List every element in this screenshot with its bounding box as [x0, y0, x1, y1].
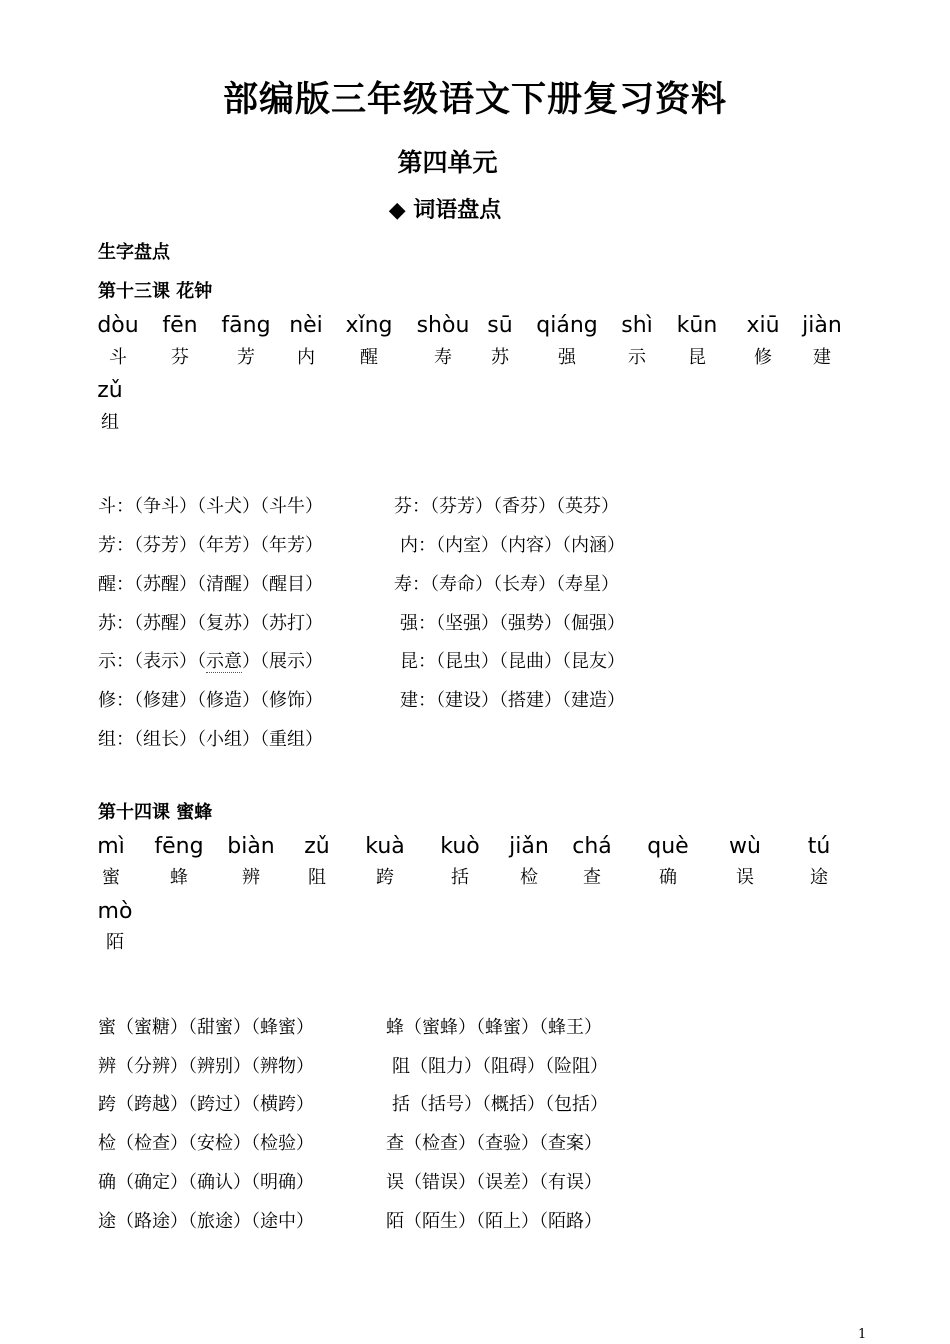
pinyin: shì	[621, 313, 653, 338]
character: 建	[813, 347, 831, 368]
lesson14-title: 第十四课 蜜蜂	[98, 802, 213, 823]
word-group: 昆：（昆虫）（昆曲）（昆友）	[400, 651, 625, 672]
subsection-heading: 生字盘点	[98, 242, 170, 263]
pinyin: qiáng	[536, 313, 598, 338]
character: 误	[736, 867, 754, 888]
character: 跨	[376, 867, 394, 888]
word-group: 括（括号）（概括）（包括）	[392, 1094, 608, 1115]
word-group: 检（检查）（安检）（检验）	[98, 1133, 314, 1154]
pinyin: què	[647, 834, 689, 859]
pinyin: mì	[97, 834, 125, 859]
character: 蜂	[170, 867, 188, 888]
word-group: 组：（组长）（小组）（重组）	[98, 729, 323, 750]
word-group: 内：（内室）（内容）（内涵）	[400, 535, 625, 556]
character: 括	[451, 867, 469, 888]
pinyin: zǔ	[304, 834, 330, 859]
word-group: 确（确定）（确认）（明确）	[98, 1172, 314, 1193]
page-number: 1	[858, 1327, 867, 1342]
pinyin: kuò	[440, 834, 480, 859]
word-group: 苏：（苏醒）（复苏）（苏打）	[98, 613, 323, 634]
character: 组	[101, 412, 119, 433]
character: 途	[810, 867, 828, 888]
pinyin: fāng	[221, 313, 271, 338]
character: 芳	[237, 347, 255, 368]
word-group: 醒：（苏醒）（清醒）（醒目）	[98, 574, 323, 595]
lesson13-title: 第十三课 花钟	[98, 281, 213, 302]
word-group: 寿：（寿命）（长寿）（寿星）	[394, 574, 619, 595]
word-group: 修：（修建）（修造）（修饰）	[98, 690, 323, 711]
word-group: 蜂（蜜蜂）（蜂蜜）（蜂王）	[386, 1017, 602, 1038]
character: 辨	[242, 867, 260, 888]
pinyin: mò	[97, 899, 133, 924]
character: 内	[297, 347, 315, 368]
pinyin: biàn	[227, 834, 275, 859]
underlined-word: 示意	[206, 651, 242, 672]
word-group: 蜜（蜜糖）（甜蜜）（蜂蜜）	[98, 1017, 314, 1038]
character: 阻	[308, 867, 326, 888]
word-group: 阻（阻力）（阻碍）（险阻）	[392, 1056, 608, 1077]
word-group: 建：（建设）（搭建）（建造）	[400, 690, 625, 711]
character: 芬	[171, 347, 189, 368]
character: 蜜	[102, 867, 120, 888]
word-group: 斗：（争斗）（斗犬）（斗牛）	[98, 496, 323, 517]
pinyin: jiàn	[802, 313, 842, 338]
word-group	[98, 647, 323, 673]
character: 陌	[106, 932, 124, 953]
character: 醒	[360, 347, 378, 368]
word-group: 途（路途）（旅途）（途中）	[98, 1211, 314, 1232]
unit-heading: 第四单元	[397, 148, 498, 177]
pinyin: kuà	[365, 834, 405, 859]
pinyin: kūn	[676, 313, 718, 338]
pinyin: xǐng	[345, 313, 393, 338]
word-group: 芳：（芬芳）（年芳）（年芳）	[98, 535, 323, 556]
character: 寿	[434, 347, 452, 368]
pinyin: fēng	[154, 834, 204, 859]
character: 示	[628, 347, 646, 368]
pinyin: dòu	[97, 313, 139, 338]
character: 强	[558, 347, 576, 368]
pinyin: tú	[807, 834, 831, 859]
pinyin: fēn	[162, 313, 198, 338]
word-group: 强：（坚强）（强势）（倔强）	[400, 613, 625, 634]
pinyin: sū	[487, 313, 513, 338]
word-group: 误（错误）（误差）（有误）	[386, 1172, 602, 1193]
document-title: 部编版三年级语文下册复习资料	[222, 80, 727, 120]
character: 苏	[491, 347, 509, 368]
pinyin: jiǎn	[509, 834, 549, 859]
word-group: 跨（跨越）（跨过）（横跨）	[98, 1094, 314, 1115]
word-group: 芬：（芬芳）（香芬）（英芬）	[394, 496, 619, 517]
word-group-part: ）（展示）	[242, 651, 323, 672]
word-group-part: 示：（表示）（	[98, 651, 206, 672]
character: 确	[659, 867, 677, 888]
character: 查	[583, 867, 601, 888]
word-group: 辨（分辨）（辨别）（辨物）	[98, 1056, 314, 1077]
pinyin: nèi	[289, 313, 323, 338]
pinyin: shòu	[416, 313, 470, 338]
character: 昆	[688, 347, 706, 368]
word-group: 陌（陌生）（陌上）（陌路）	[386, 1211, 602, 1232]
section-heading: ◆ 词语盘点	[388, 198, 502, 223]
character: 检	[520, 867, 538, 888]
word-group: 查（检查）（查验）（查案）	[386, 1133, 602, 1154]
pinyin: zǔ	[97, 378, 123, 403]
character: 修	[754, 347, 772, 368]
character: 斗	[109, 347, 127, 368]
pinyin: xiū	[746, 313, 780, 338]
pinyin: chá	[572, 834, 612, 859]
pinyin: wù	[729, 834, 761, 859]
